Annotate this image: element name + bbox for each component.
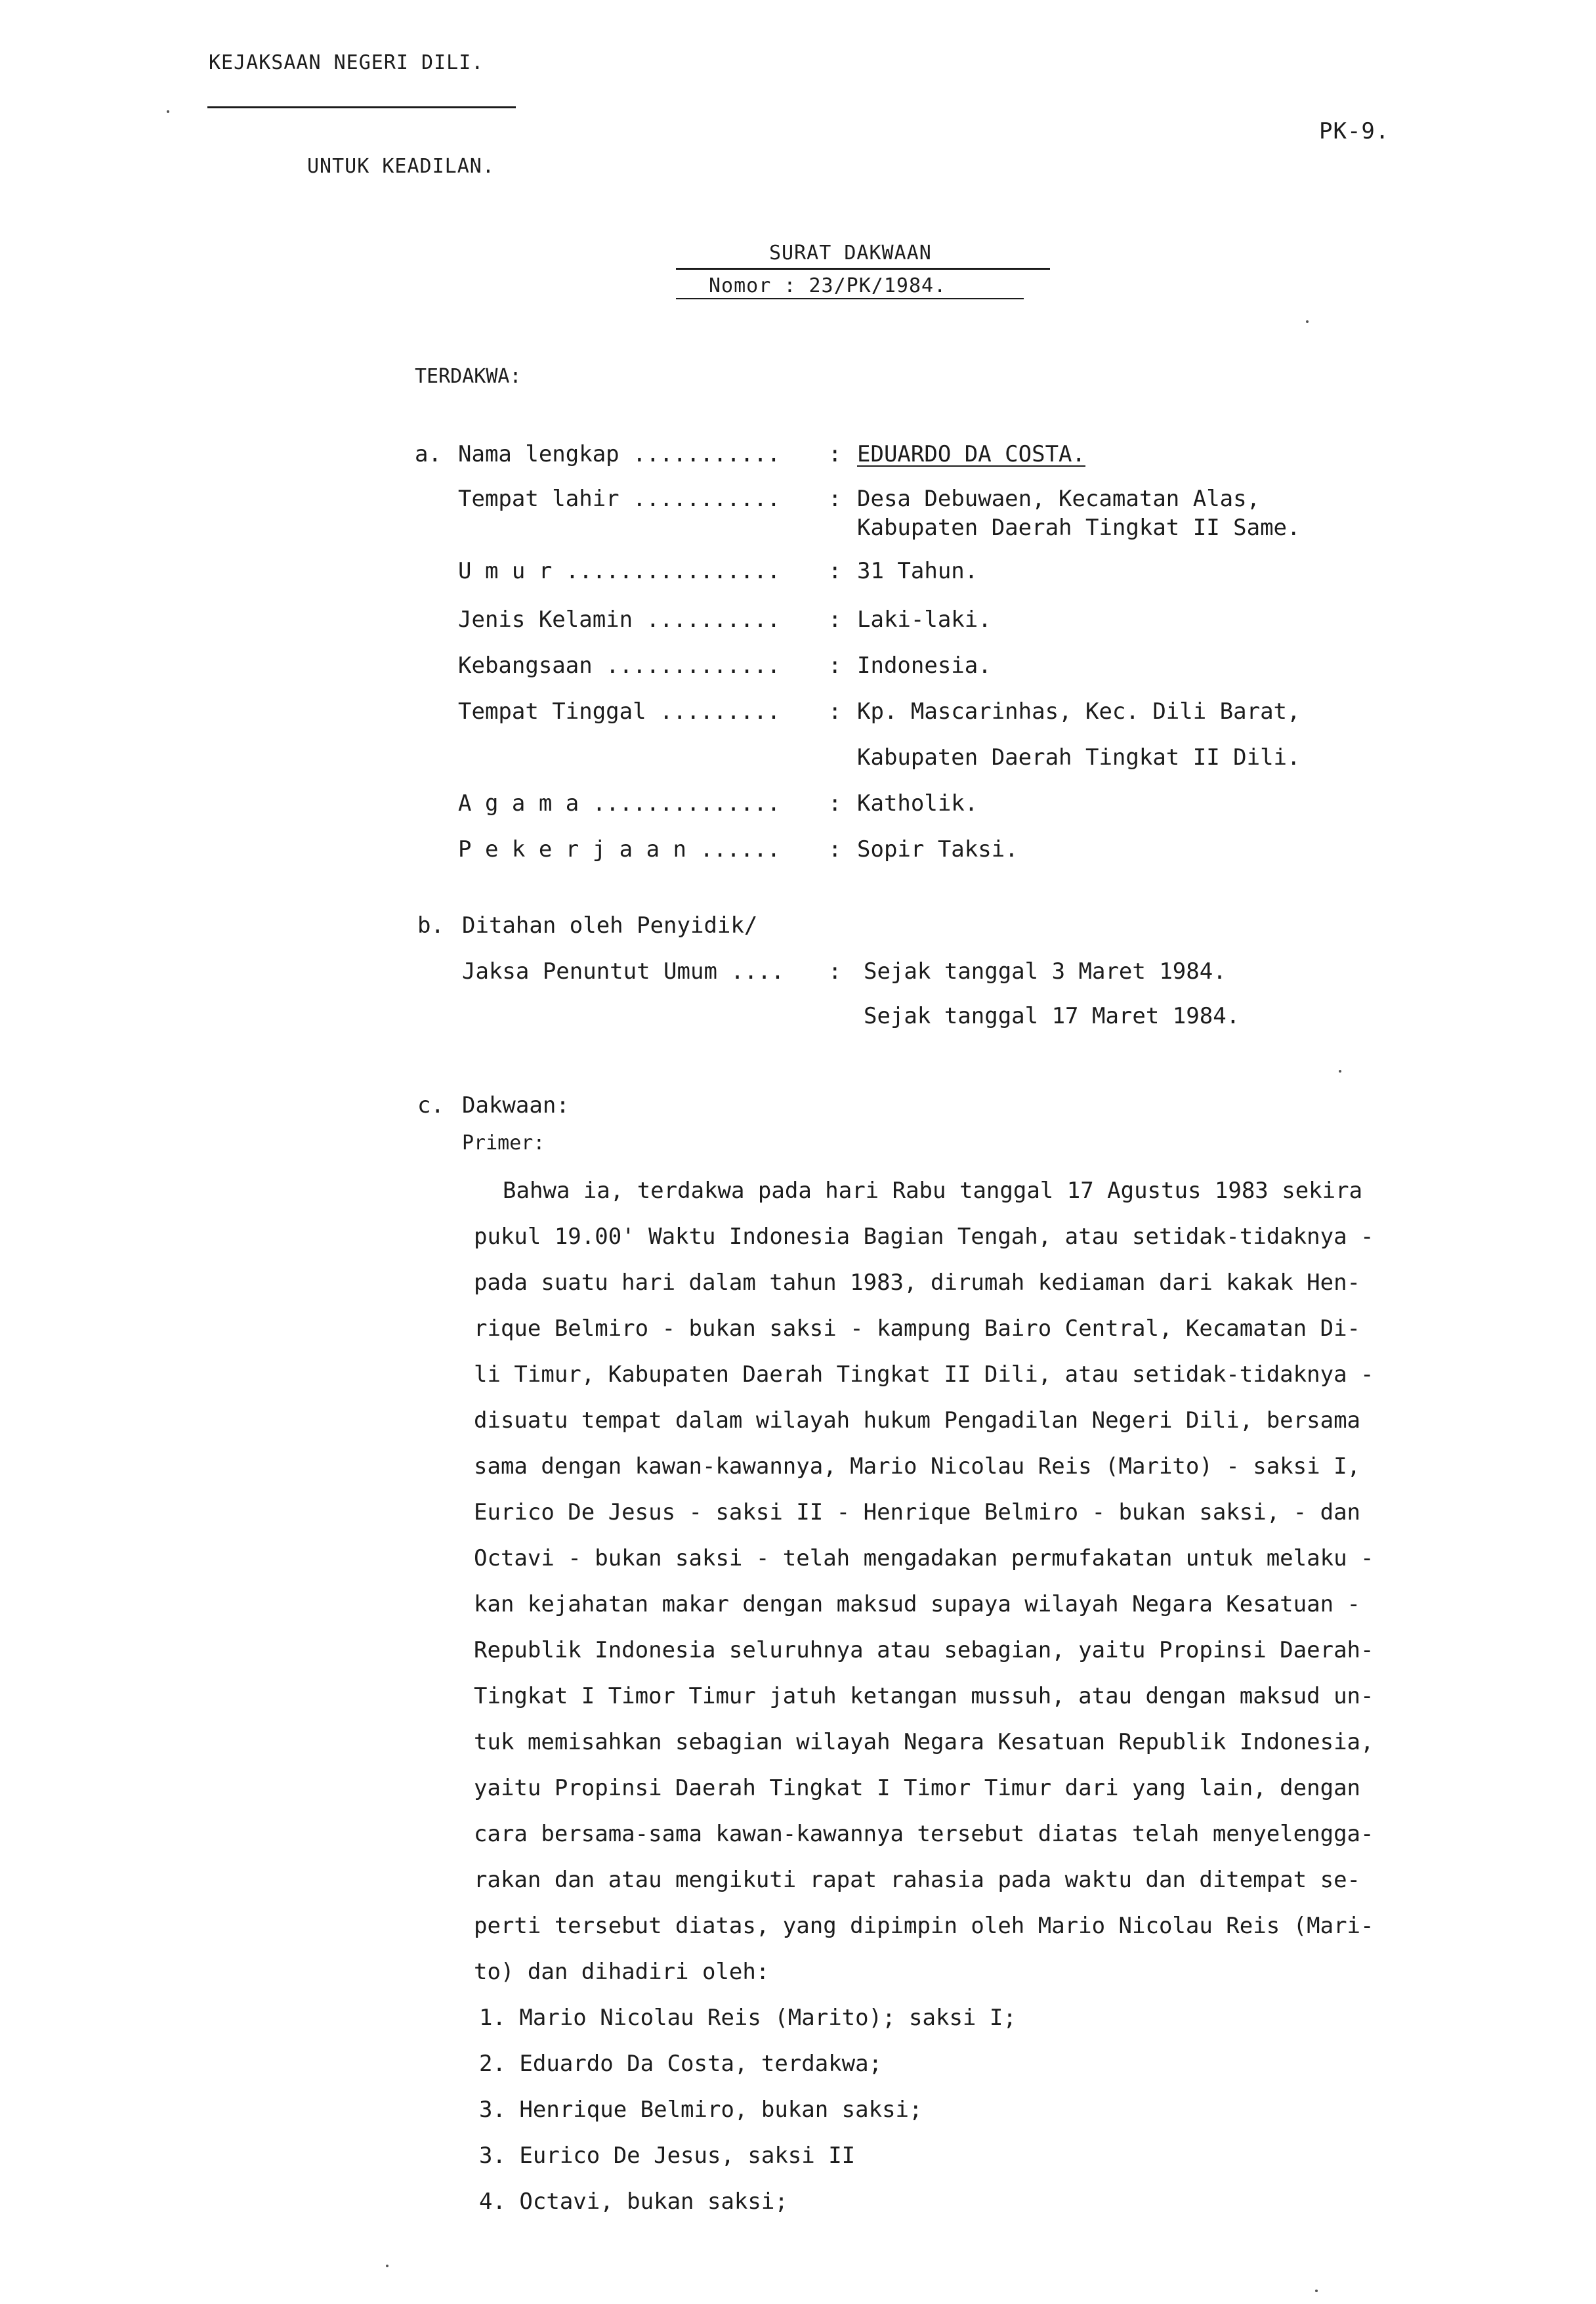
charge-line: yaitu Propinsi Daerah Tingkat I Timor Timur dari yang lain, dengan — [474, 1775, 1361, 1801]
field-value: Sopir Taksi. — [857, 836, 1018, 863]
attendee-list-item: 2. Eduardo Da Costa, terdakwa; — [479, 2051, 883, 2077]
field-colon: : — [828, 607, 842, 633]
field-label: U m u r ................ — [458, 558, 781, 584]
document-code: PK-9. — [1319, 118, 1390, 144]
field-value-name: EDUARDO DA COSTA. — [857, 441, 1085, 467]
attendee-list-item: 3. Henrique Belmiro, bukan saksi; — [479, 2097, 923, 2123]
charge-line: li Timur, Kabupaten Daerah Tingkat II Dili, atau setidak-tidaknya - — [474, 1361, 1374, 1388]
attendee-list-item: 1. Mario Nicolau Reis (Marito); saksi I; — [479, 2005, 1017, 2031]
charge-line: pukul 19.00' Waktu Indonesia Bagian Tengah, atau setidak-tidaknya - — [474, 1224, 1374, 1250]
field-label: Tempat lahir ........... — [458, 486, 781, 512]
field-label: P e k e r j a a n ...... — [458, 836, 781, 863]
motto: UNTUK KEADILAN. — [307, 155, 495, 178]
field-value-continuation: Kabupaten Daerah Tingkat II Same. — [857, 515, 1301, 541]
charge-line: tuk memisahkan sebagian wilayah Negara Kesatuan Republik Indonesia, — [474, 1729, 1374, 1755]
attendee-list-item: 3. Eurico De Jesus, saksi II — [479, 2143, 856, 2169]
accused-section-label: TERDAKWA: — [415, 365, 522, 388]
field-label: Nama lengkap ........... — [458, 441, 781, 467]
office-name: KEJAKSAAN NEGERI DILI. — [209, 51, 484, 74]
charge-line: sama dengan kawan-kawannya, Mario Nicolau Reis (Marito) - saksi I, — [474, 1453, 1361, 1480]
charge-line: Eurico De Jesus - saksi II - Henrique Belmiro - bukan saksi, - dan — [474, 1499, 1361, 1525]
detention-value-line2: Sejak tanggal 17 Maret 1984. — [864, 1003, 1240, 1029]
field-colon: : — [828, 698, 842, 725]
detention-label-line1: Ditahan oleh Penyidik/ — [462, 912, 758, 939]
header-rule — [207, 106, 516, 108]
attendee-list-item: 4. Octavi, bukan saksi; — [479, 2188, 788, 2215]
charge-line: to) dan dihadiri oleh: — [474, 1959, 770, 1985]
charge-line: cara bersama-sama kawan-kawannya tersebut diatas telah menyelengga- — [474, 1821, 1374, 1847]
field-value: Laki-laki. — [857, 607, 992, 633]
field-value: Desa Debuwaen, Kecamatan Alas, — [857, 486, 1261, 512]
scan-speck — [1315, 2290, 1318, 2292]
field-value: Kp. Mascarinhas, Kec. Dili Barat, — [857, 698, 1301, 725]
field-value: Katholik. — [857, 790, 978, 817]
charge-line: Octavi - bukan saksi - telah mengadakan permufakatan untuk melaku - — [474, 1545, 1374, 1571]
item-b-marker: b. — [417, 912, 444, 939]
number-rule — [676, 298, 1024, 299]
charge-label: Dakwaan: — [462, 1092, 570, 1119]
field-colon: : — [828, 441, 842, 467]
detention-value-line1: Sejak tanggal 3 Maret 1984. — [864, 958, 1227, 985]
charge-line: rique Belmiro - bukan saksi - kampung Bairo Central, Kecamatan Di- — [474, 1315, 1361, 1342]
field-colon: : — [828, 836, 842, 863]
charge-line: kan kejahatan makar dengan maksud supaya wilayah Negara Kesatuan - — [474, 1591, 1361, 1617]
field-value: 31 Tahun. — [857, 558, 978, 584]
charge-line: rakan dan atau mengikuti rapat rahasia pada waktu dan ditempat se- — [474, 1867, 1361, 1893]
field-colon: : — [828, 486, 842, 512]
title-rule — [676, 268, 1050, 270]
field-label: Jenis Kelamin .......... — [458, 607, 781, 633]
field-value-continuation: Kabupaten Daerah Tingkat II Dili. — [857, 744, 1301, 771]
item-a-marker: a. — [415, 441, 442, 467]
charge-line: pada suatu hari dalam tahun 1983, dirumah kediaman dari kakak Hen- — [474, 1269, 1361, 1296]
detention-label-line2: Jaksa Penuntut Umum .... — [462, 958, 785, 985]
field-label: Tempat Tinggal ......... — [458, 698, 781, 725]
field-label: A g a m a .............. — [458, 790, 781, 817]
document-number: Nomor : 23/PK/1984. — [709, 274, 947, 297]
scan-speck — [1339, 1070, 1341, 1073]
charge-line: Republik Indonesia seluruhnya atau sebagian, yaitu Propinsi Daerah- — [474, 1637, 1374, 1663]
scan-speck — [167, 110, 169, 113]
scan-speck — [1306, 320, 1309, 323]
field-colon: : — [828, 790, 842, 817]
charge-line: perti tersebut diatas, yang dipimpin oleh Mario Nicolau Reis (Mari- — [474, 1913, 1374, 1939]
charge-line: Tingkat I Timor Timur jatuh ketangan mussuh, atau dengan maksud un- — [474, 1683, 1374, 1709]
charge-line: Bahwa ia, terdakwa pada hari Rabu tanggal 17 Agustus 1983 sekira — [503, 1178, 1363, 1204]
field-colon: : — [828, 652, 842, 679]
scan-speck — [386, 2265, 388, 2267]
detention-colon: : — [828, 958, 842, 985]
field-value: Indonesia. — [857, 652, 992, 679]
charge-line: disuatu tempat dalam wilayah hukum Pengadilan Negeri Dili, bersama — [474, 1407, 1361, 1434]
field-colon: : — [828, 558, 842, 584]
item-c-marker: c. — [417, 1092, 444, 1119]
document-title: SURAT DAKWAAN — [769, 242, 932, 265]
charge-sub-label: Primer: — [462, 1132, 545, 1155]
field-label: Kebangsaan ............. — [458, 652, 781, 679]
